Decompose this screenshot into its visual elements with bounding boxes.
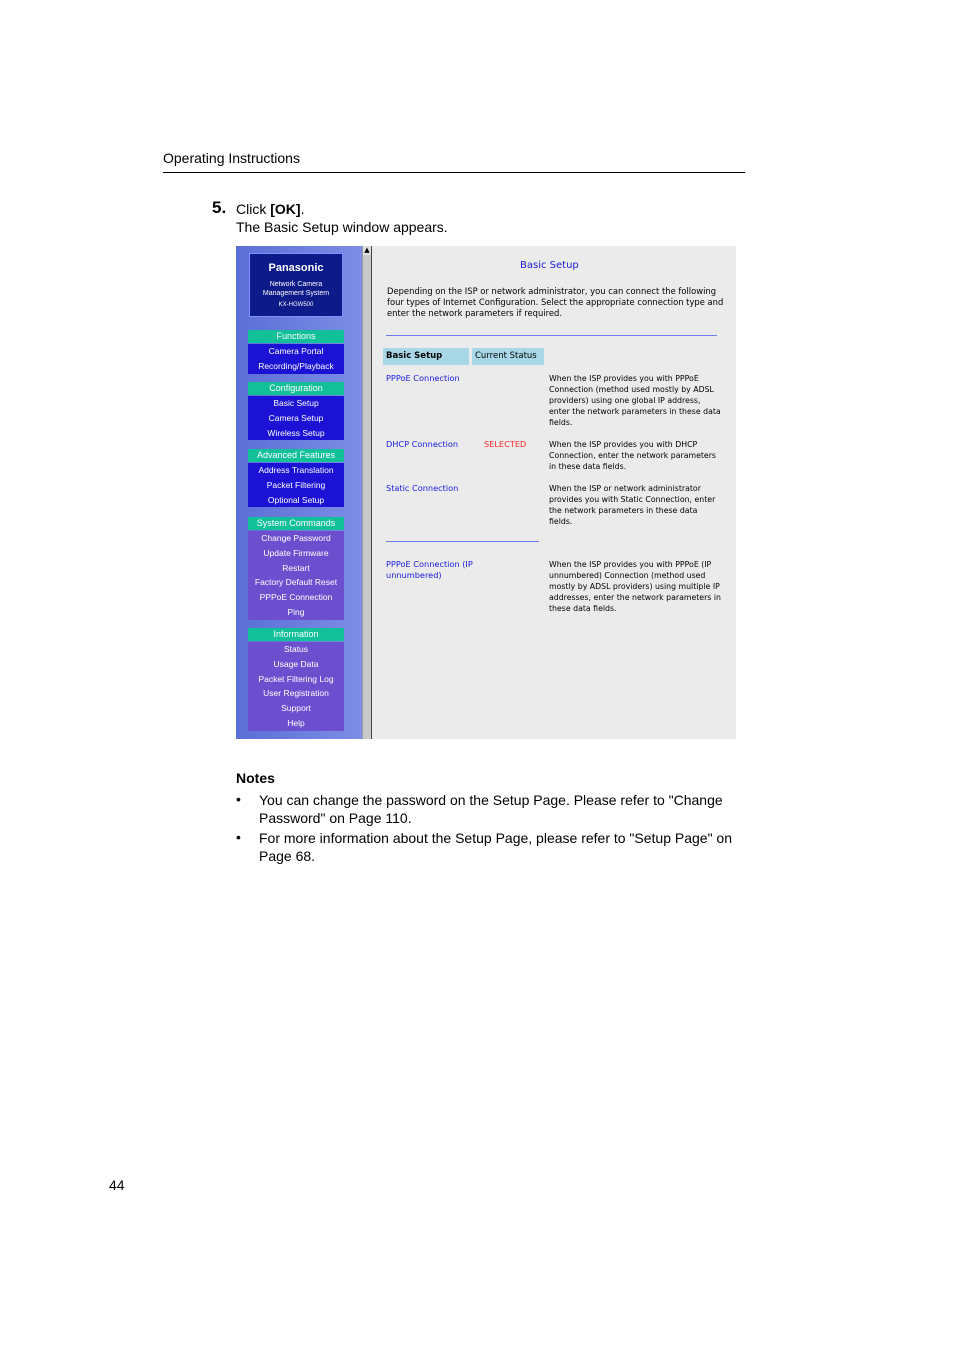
menu-item-support[interactable]: Support [281, 703, 311, 714]
step-click-suffix: . [300, 201, 305, 217]
menu-item-packet-filtering[interactable]: Packet Filtering [266, 479, 326, 490]
menu-item-basic-setup[interactable]: Basic Setup [273, 398, 319, 408]
pppoe-unnumbered-connection-desc: When the ISP provides you with PPPoE (IP unnumbered) Connection (method used mostly by ADSL providers) using multiple IP addresses, enter the network parameters in these data fields. [549, 560, 721, 613]
menu-information [248, 628, 344, 731]
note-1: You can change the password on the Setup Page. Please refer to "Change Password" on Page 110. [259, 792, 723, 826]
menu-heading-system-commands: System Commands [248, 517, 344, 530]
menu-item-address-translation[interactable]: Address Translation [258, 465, 334, 475]
menu-item-ping[interactable]: Ping [287, 606, 305, 617]
menu-item-update-firmware[interactable]: Update Firmware [263, 547, 329, 558]
scroll-up-arrow-icon[interactable]: ▲ [364, 246, 370, 254]
menu-functions [248, 330, 344, 374]
menu-item-help[interactable]: Help [287, 717, 305, 728]
menu-item-change-password[interactable]: Change Password [261, 533, 331, 543]
content-divider-middle [386, 541, 539, 542]
menu-item-user-registration[interactable]: User Registration [263, 688, 329, 699]
dhcp-connection-desc: When the ISP provides you with DHCP Connection, enter the network parameters in these data fields. [549, 440, 716, 471]
notes-title: Notes [236, 770, 275, 786]
menu-item-camera-setup[interactable]: Camera Setup [268, 412, 324, 423]
tab-current-status[interactable]: Current Status [472, 348, 544, 365]
step-text [236, 200, 448, 236]
content-divider-top [386, 335, 717, 336]
logo-model: KX-HGW500 [278, 302, 314, 308]
note-bullet-2: • [236, 829, 241, 845]
menu-item-wireless-setup[interactable]: Wireless Setup [267, 427, 325, 438]
menu-item-pppoe-connection[interactable]: PPPoE Connection [259, 592, 333, 603]
panasonic-logo [249, 253, 343, 317]
menu-heading-information: Information [248, 628, 344, 641]
pppoe-connection-desc: When the ISP provides you with PPPoE Connection (method used mostly by ADSL providers) using one global IP address, enter the network parameters in these data fields. [549, 374, 721, 427]
menu-item-packet-filtering-log[interactable]: Packet Filtering Log [258, 673, 334, 684]
menu-item-recording-playback[interactable]: Recording/Playback [258, 360, 334, 371]
note-bullet-1: • [236, 791, 241, 807]
content-intro: Depending on the ISP or network administrator, you can connect the following four types of Internet Configuration. Select the appropriate connection type and enter the network parameters if required. [387, 286, 724, 318]
sidebar [236, 246, 362, 739]
logo-brand: Panasonic [268, 262, 324, 274]
logo-product-line2: Management System [262, 290, 330, 297]
pppoe-unnumbered-connection-link[interactable]: PPPoE Connection (IP unnumbered) [386, 559, 473, 580]
step-number: 5. [212, 198, 227, 217]
note-2: For more information about the Setup Page, please refer to "Setup Page" on Page 68. [259, 830, 733, 864]
static-connection-desc: When the ISP or network administrator provides you with Static Connection, enter the network parameters in these data fields. [549, 484, 716, 526]
dhcp-selected-status: SELECTED [484, 439, 527, 449]
menu-heading-configuration: Configuration [248, 382, 344, 395]
menu-heading-advanced-features: Advanced Features [248, 449, 344, 462]
logo-product-line1: Network Camera [269, 281, 323, 288]
menu-heading-functions: Functions [248, 330, 344, 343]
page-header-title: Operating Instructions [163, 150, 300, 166]
menu-configuration [248, 382, 344, 440]
pppoe-connection-link[interactable]: PPPoE Connection [386, 373, 460, 383]
static-connection-link[interactable]: Static Connection [386, 483, 459, 493]
menu-item-camera-portal[interactable]: Camera Portal [268, 346, 324, 356]
dhcp-connection-link[interactable]: DHCP Connection [386, 439, 459, 449]
frame-divider-scrollbar[interactable] [362, 246, 372, 739]
basic-setup-content [382, 246, 736, 739]
menu-item-restart[interactable]: Restart [282, 562, 310, 573]
menu-advanced-features [248, 449, 344, 507]
content-title: Basic Setup [520, 260, 579, 271]
menu-item-status[interactable]: Status [283, 644, 309, 654]
step-result-text: The Basic Setup window appears. [236, 219, 448, 235]
tab-basic-setup[interactable]: Basic Setup [383, 348, 469, 365]
header-rule [163, 172, 745, 173]
ok-key-label: [OK] [270, 201, 301, 217]
menu-item-usage-data[interactable]: Usage Data [273, 658, 319, 669]
page-number: 44 [109, 1177, 125, 1193]
menu-item-factory-default-reset[interactable]: Factory Default Reset [254, 577, 338, 588]
step-click-prefix: Click [236, 201, 271, 217]
menu-item-optional-setup[interactable]: Optional Setup [267, 494, 325, 505]
basic-setup-screenshot [236, 246, 736, 739]
menu-system-commands [248, 517, 344, 620]
